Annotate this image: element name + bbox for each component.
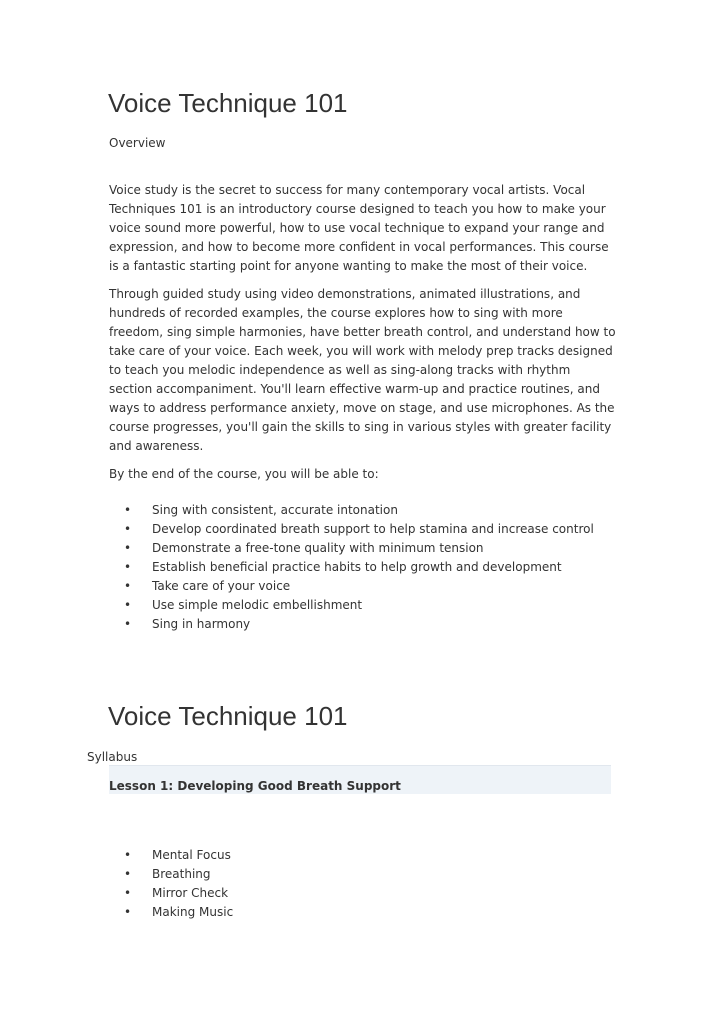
list-item	[109, 865, 233, 884]
outcomes-intro-line: By the end of the course, you will be able to:	[109, 467, 379, 481]
list-item	[109, 884, 233, 903]
list-item	[109, 577, 594, 596]
bullet-icon: •	[124, 541, 132, 555]
details-paragraph-line: to teach you melodic independence as well as sing-along tracks with rhythm	[109, 363, 571, 377]
list-item	[109, 501, 594, 520]
intro-paragraph-line: Voice study is the secret to success for many contemporary vocal artists. Vocal	[109, 183, 586, 197]
details-paragraph-line: Through guided study using video demonstrations, animated illustrations, and	[109, 287, 581, 301]
list-item-text: Use simple melodic embellishment	[152, 598, 363, 612]
bullet-icon: •	[124, 848, 132, 862]
list-item	[109, 846, 233, 865]
list-item	[109, 615, 594, 634]
list-item-text: Take care of your voice	[152, 579, 291, 593]
details-paragraph-line: course progresses, you'll gain the skills to sing in various styles with greater facility	[109, 420, 612, 434]
list-item	[109, 539, 594, 558]
intro-paragraph-line: expression, and how to become more confident in vocal performances. This course	[109, 240, 609, 254]
outcomes-list	[109, 501, 594, 634]
bullet-icon: •	[124, 579, 132, 593]
syllabus-title: Voice Technique 101	[108, 701, 348, 731]
overview-title: Voice Technique 101	[108, 88, 348, 118]
list-item-text: Making Music	[152, 905, 234, 919]
list-item	[109, 596, 594, 615]
list-item	[109, 520, 594, 539]
list-item-text: Sing with consistent, accurate intonation	[152, 503, 398, 517]
lesson-header	[109, 765, 611, 794]
intro-paragraph-line: Techniques 101 is an introductory course designed to teach you how to make your	[109, 202, 606, 216]
lesson-title: Lesson 1: Developing Good Breath Support	[109, 779, 401, 793]
intro-paragraph-line: is a fantastic starting point for anyone wanting to make the most of their voice.	[109, 259, 588, 273]
intro-paragraph-line: voice sound more powerful, how to use vocal technique to expand your range and	[109, 221, 605, 235]
bullet-icon: •	[124, 560, 132, 574]
bullet-icon: •	[124, 886, 132, 900]
bullet-icon: •	[124, 905, 132, 919]
details-paragraph	[109, 285, 614, 456]
list-item-text: Develop coordinated breath support to help stamina and increase control	[152, 522, 594, 536]
bullet-icon: •	[124, 617, 132, 631]
list-item-text: Breathing	[152, 867, 211, 881]
list-item	[109, 558, 594, 577]
details-paragraph-line: section accompaniment. You'll learn effective warm-up and practice routines, and	[109, 382, 600, 396]
details-paragraph-line: ways to address performance anxiety, move on stage, and use microphones. As the	[109, 401, 615, 415]
bullet-icon: •	[124, 522, 132, 536]
details-paragraph-line: freedom, sing simple harmonies, have better breath control, and understand how to	[109, 325, 616, 339]
list-item-text: Demonstrate a free-tone quality with minimum tension	[152, 541, 484, 555]
details-paragraph-line: take care of your voice. Each week, you will work with melody prep tracks designed	[109, 344, 613, 358]
syllabus-subtitle: Syllabus	[87, 750, 138, 764]
list-item-text: Mirror Check	[152, 886, 229, 900]
bullet-icon: •	[124, 503, 132, 517]
overview-subtitle: Overview	[109, 136, 166, 150]
list-item-text: Sing in harmony	[152, 617, 251, 631]
list-item	[109, 903, 233, 922]
outcomes-intro	[109, 465, 614, 484]
bullet-icon: •	[124, 598, 132, 612]
bullet-icon: •	[124, 867, 132, 881]
list-item-text: Establish beneficial practice habits to help growth and development	[152, 560, 562, 574]
details-paragraph-line: and awareness.	[109, 439, 204, 453]
lesson-topics-list	[109, 846, 233, 922]
details-paragraph-line: hundreds of recorded examples, the course explores how to sing with more	[109, 306, 563, 320]
list-item-text: Mental Focus	[152, 848, 231, 862]
intro-paragraph	[109, 181, 614, 276]
